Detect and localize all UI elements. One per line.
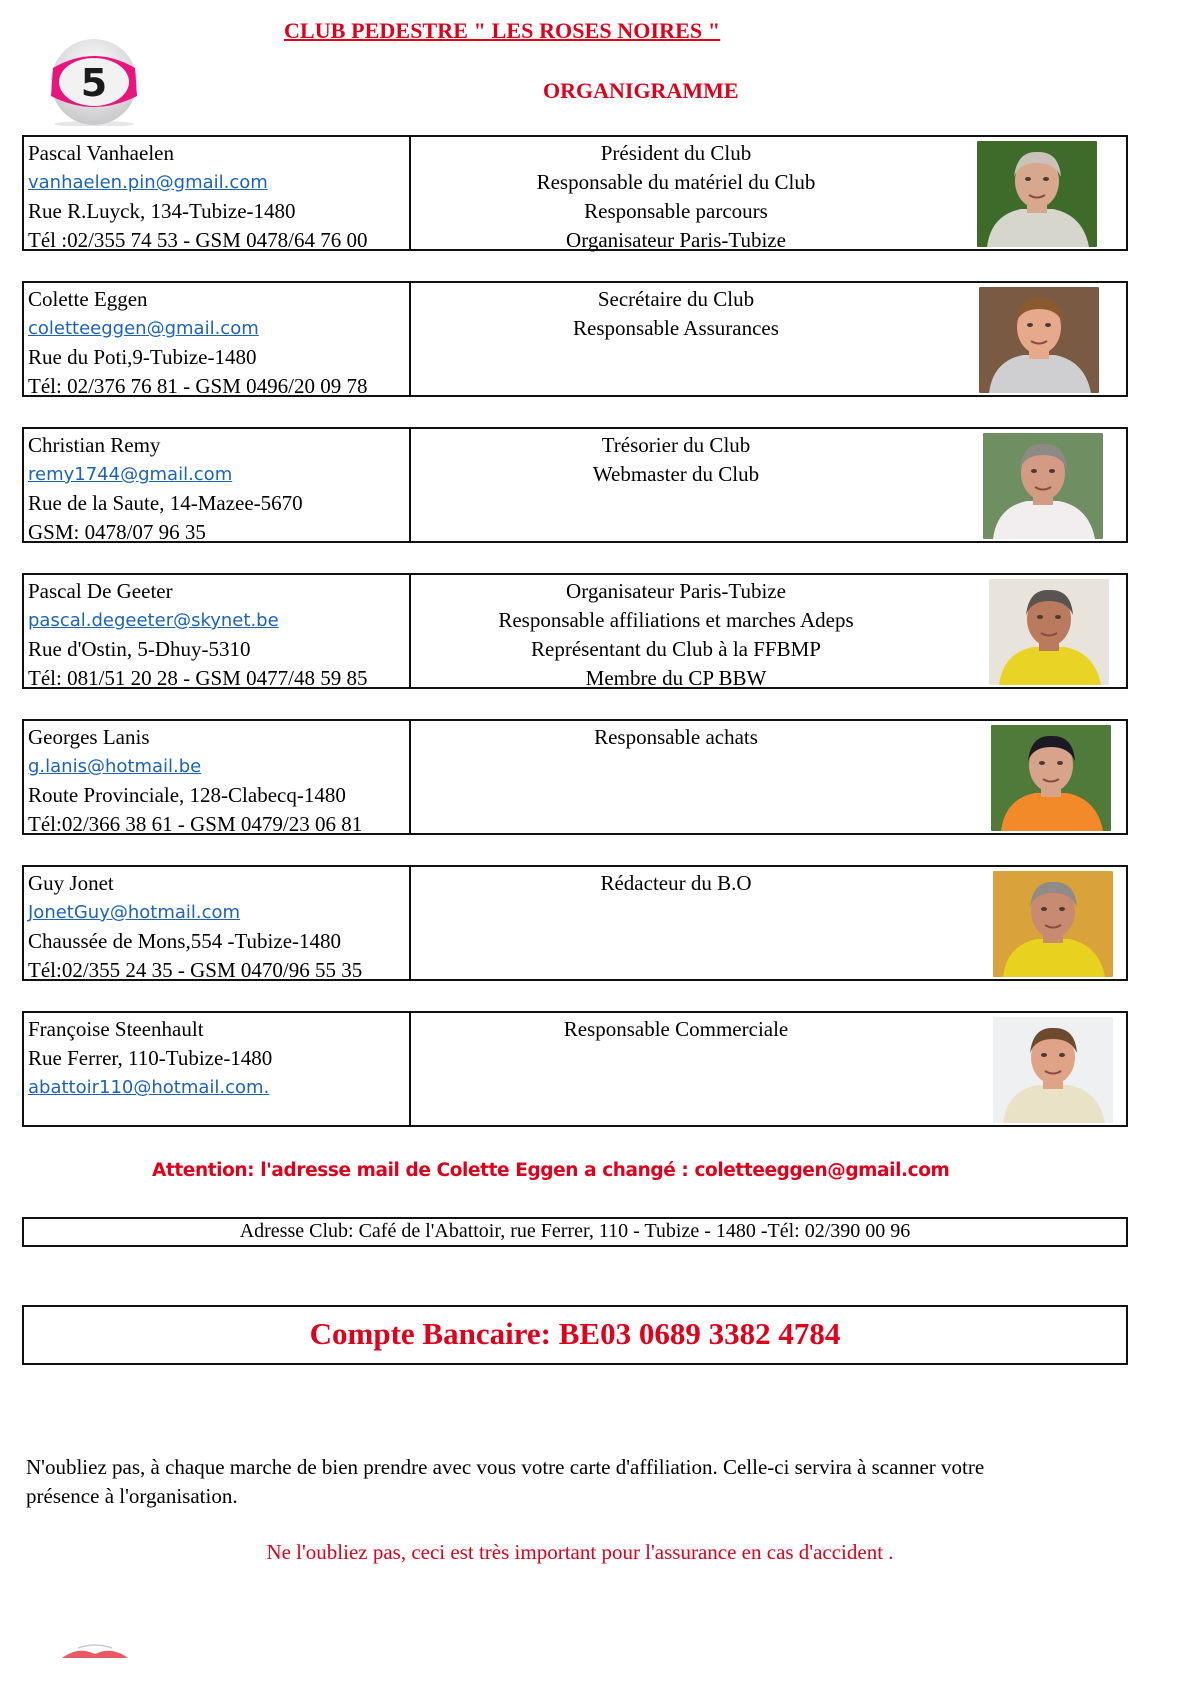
member-name: Françoise Steenhault: [28, 1017, 204, 1041]
member-role: Webmaster du Club: [592, 462, 760, 486]
member-role: Secrétaire du Club: [597, 287, 755, 311]
member-role: Responsable Commerciale: [563, 1017, 789, 1041]
member-name: Colette Eggen: [28, 287, 148, 311]
member-phone: Tél:02/355 24 35 - GSM 0470/96 55 35: [28, 958, 363, 982]
member-role: Organisateur Paris-Tubize: [566, 579, 786, 603]
member-roles-cell: [411, 137, 1126, 252]
member-roles: [411, 285, 941, 343]
member-role: Trésorier du Club: [601, 433, 751, 457]
member-roles-cell: [411, 867, 1126, 979]
member-roles: [411, 869, 941, 898]
member-role: Organisateur Paris-Tubize: [566, 228, 786, 252]
member-name: Pascal Vanhaelen: [28, 141, 174, 165]
club-address: Adresse Club: Café de l'Abattoir, rue Ferrer, 110 - Tubize - 1480 -Tél: 02/390 00 96: [239, 1220, 911, 1242]
member-phone: Tél :02/355 74 53 - GSM 0478/64 76 00: [28, 228, 368, 252]
svg-text:5: 5: [80, 61, 108, 105]
member-email-link[interactable]: pascal.degeeter@skynet.be: [28, 610, 279, 631]
member-phone: GSM: 0478/07 96 35: [28, 520, 206, 544]
member-contact: [24, 283, 411, 398]
member-photo: [983, 433, 1103, 539]
member-photo: [977, 141, 1097, 247]
member-photo: [993, 1017, 1113, 1123]
club-logo-icon: [44, 38, 144, 126]
member-name: Pascal De Geeter: [28, 579, 173, 603]
member-name: Christian Remy: [28, 433, 161, 457]
club-address-box: [22, 1217, 1128, 1247]
member-role: Responsable du matériel du Club: [536, 170, 816, 194]
member-role: Responsable parcours: [584, 199, 768, 223]
member-roles-cell: [411, 1013, 1126, 1125]
member-roles: [411, 431, 941, 489]
member-address: Rue de la Saute, 14-Mazee-5670: [28, 491, 303, 515]
member-card: [22, 281, 1128, 397]
member-roles: [411, 723, 941, 752]
member-phone: Tél:02/366 38 61 - GSM 0479/23 06 81: [28, 812, 363, 836]
member-roles: [411, 1015, 941, 1044]
club-title: CLUB PEDESTRE " LES ROSES NOIRES ": [284, 18, 721, 43]
member-role: Représentant du Club à la FFBMP: [531, 637, 821, 661]
member-address: Rue Ferrer, 110-Tubize-1480: [28, 1046, 273, 1070]
member-contact: [24, 867, 411, 982]
member-card: [22, 135, 1128, 251]
member-role: Responsable achats: [594, 725, 758, 749]
member-name: Guy Jonet: [28, 871, 114, 895]
member-contact: [24, 721, 411, 836]
member-card: [22, 719, 1128, 835]
member-card: [22, 427, 1128, 543]
member-photo: [979, 287, 1099, 393]
member-card: [22, 1011, 1128, 1127]
member-roles-cell: [411, 721, 1126, 833]
member-roles-cell: [411, 575, 1126, 690]
member-role: Responsable Assurances: [573, 316, 779, 340]
member-contact: [24, 137, 411, 252]
member-email-link[interactable]: coletteeggen@gmail.com: [28, 318, 259, 339]
member-card: [22, 573, 1128, 689]
member-phone: Tél: 081/51 20 28 - GSM 0477/48 59 85: [28, 666, 368, 690]
member-address: Rue d'Ostin, 5-Dhuy-5310: [28, 637, 251, 661]
member-contact: [24, 1013, 411, 1125]
member-role: Responsable affiliations et marches Adeps: [498, 608, 854, 632]
member-email-link[interactable]: abattoir110@hotmail.com.: [28, 1077, 270, 1098]
insurance-warning: Ne l'oubliez pas, ceci est très important pour l'assurance en cas d'accident .: [266, 1540, 894, 1564]
member-photo: [991, 725, 1111, 831]
member-address: Route Provinciale, 128-Clabecq-1480: [28, 783, 346, 807]
member-name: Georges Lanis: [28, 725, 150, 749]
member-email-link[interactable]: g.lanis@hotmail.be: [28, 756, 202, 777]
attention-notice: Attention: l'adresse mail de Colette Eggen a changé : coletteeggen@gmail.com: [152, 1160, 950, 1181]
member-email-link[interactable]: vanhaelen.pin@gmail.com: [28, 172, 268, 193]
member-roles: [411, 577, 941, 693]
member-role: Président du Club: [600, 141, 752, 165]
bank-account: Compte Bancaire: BE03 0689 3382 4784: [309, 1316, 841, 1351]
member-photo: [993, 871, 1113, 977]
member-contact: [24, 575, 411, 690]
member-role: Membre du CP BBW: [585, 666, 767, 690]
member-roles-cell: [411, 429, 1126, 541]
footer-logo-fragment-icon: [58, 1640, 132, 1660]
affiliation-note: N'oubliez pas, à chaque marche de bien prendre avec vous votre carte d'affiliation. Celle-ci servira à scanner votre présence à l'organisation.: [26, 1455, 985, 1508]
page-subtitle: ORGANIGRAMME: [543, 78, 739, 103]
member-address: Rue R.Luyck, 134-Tubize-1480: [28, 199, 296, 223]
member-roles: [411, 139, 941, 255]
bank-account-box: [22, 1305, 1128, 1365]
member-email-link[interactable]: JonetGuy@hotmail.com: [28, 902, 241, 923]
member-roles-cell: [411, 283, 1126, 395]
member-address: Chaussée de Mons,554 -Tubize-1480: [28, 929, 342, 953]
member-phone: Tél: 02/376 76 81 - GSM 0496/20 09 78: [28, 374, 368, 398]
member-role: Rédacteur du B.O: [600, 871, 752, 895]
member-contact: [24, 429, 411, 544]
member-address: Rue du Poti,9-Tubize-1480: [28, 345, 257, 369]
member-photo: [989, 579, 1109, 685]
member-email-link[interactable]: remy1744@gmail.com: [28, 464, 233, 485]
member-card: [22, 865, 1128, 981]
